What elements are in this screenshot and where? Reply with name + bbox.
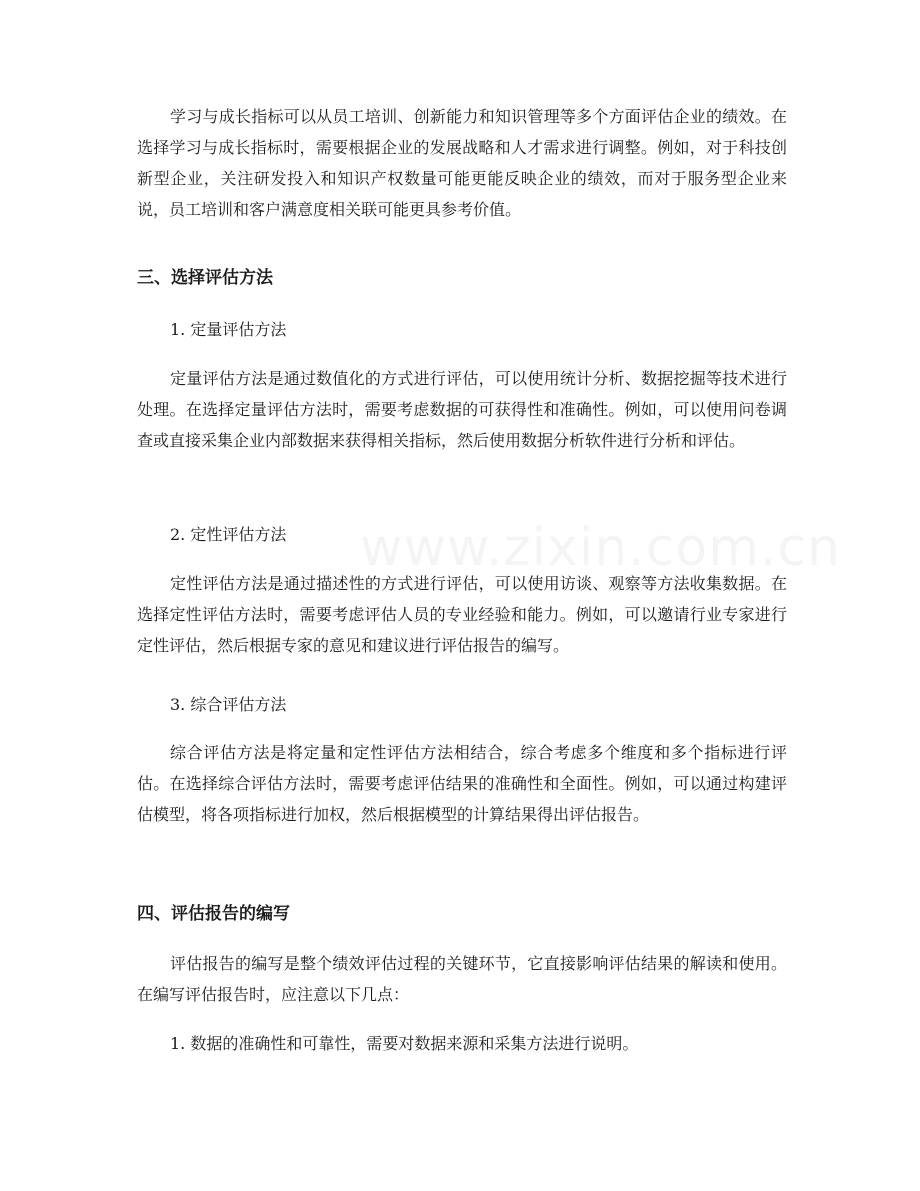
subheading-quantitative: 1. 定量评估方法 <box>170 320 287 339</box>
section-heading-choose-methods: 三、选择评估方法 <box>137 268 273 288</box>
report-paragraph: 评估报告的编写是整个绩效评估过程的关键环节，它直接影响评估结果的解读和使用。在编写评估报告时，应注意以下几点： <box>137 954 787 1004</box>
quantitative-paragraph: 定量评估方法是通过数值化的方式进行评估，可以使用统计分析、数据挖掘等技术进行处理。在选择定量评估方法时，需要考虑数据的可获得性和准确性。例如，可以使用问卷调查或直接采集企业内部数据来获得相关指标，然后使用数据分析软件进行分析和评估。 <box>137 369 787 450</box>
subheading-qualitative: 2. 定性评估方法 <box>170 525 287 544</box>
quantitative-paragraph-block <box>137 363 787 456</box>
comprehensive-paragraph-block <box>137 737 787 830</box>
intro-paragraph-block <box>137 101 787 225</box>
report-paragraph-block <box>137 948 787 1010</box>
report-point-1: 1. 数据的准确性和可靠性，需要对数据来源和采集方法进行说明。 <box>170 1034 639 1053</box>
section-heading-report-writing: 四、评估报告的编写 <box>137 904 290 924</box>
comprehensive-paragraph: 综合评估方法是将定量和定性评估方法相结合，综合考虑多个维度和多个指标进行评估。在选择综合评估方法时，需要考虑评估结果的准确性和全面性。例如，可以通过构建评估模型，将各项指标进行加权，然后根据模型的计算结果得出评估报告。 <box>137 743 787 824</box>
intro-paragraph: 学习与成长指标可以从员工培训、创新能力和知识管理等多个方面评估企业的绩效。在选择学习与成长指标时，需要根据企业的发展战略和人才需求进行调整。例如，对于科技创新型企业，关注研发投入和知识产权数量可能更能反映企业的绩效，而对于服务型企业来说，员工培训和客户满意度相关联可能更具参考价值。 <box>137 107 787 219</box>
qualitative-paragraph: 定性评估方法是通过描述性的方式进行评估，可以使用访谈、观察等方法收集数据。在选择定性评估方法时，需要考虑评估人员的专业经验和能力。例如，可以邀请行业专家进行定性评估，然后根据专家的意见和建议进行评估报告的编写。 <box>137 574 787 655</box>
qualitative-paragraph-block <box>137 568 787 661</box>
subheading-comprehensive: 3. 综合评估方法 <box>170 695 287 714</box>
